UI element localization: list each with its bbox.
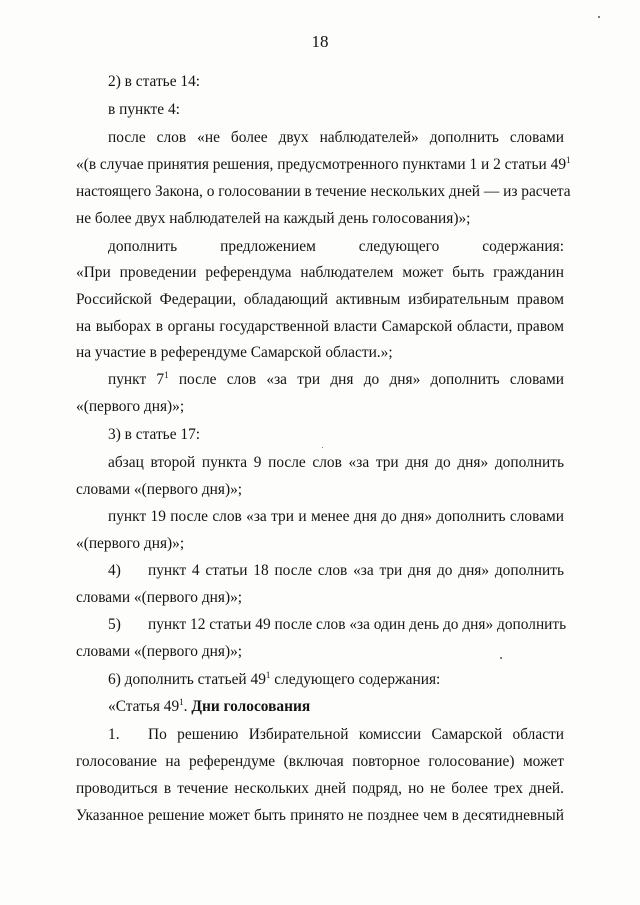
- text-line: 5) пункт 12 статьи 49 после слов «за один день до дня» дополнить: [108, 616, 567, 633]
- text-line: абзац второй пункта 9 после слов «за три дня до дня» дополнить: [108, 454, 564, 471]
- scan-speck: [598, 16, 600, 18]
- text-line: 2) в статье 14:: [108, 73, 201, 90]
- text-line: пункт $7^1$ после слов «за три дня до дня» дополнить словами: [108, 370, 564, 388]
- text-line: словами «(первого дня)»;: [76, 643, 243, 660]
- text-line: дополнить предложением следующего содержания:: [108, 238, 564, 255]
- text-line: на участие в референдуме Самарской области.»;: [76, 344, 393, 361]
- text-line: в пункте 4:: [108, 101, 180, 118]
- scan-speck: [322, 447, 323, 448]
- text-line: 4) пункт 4 статьи 18 после слов «за три дня до дня» дополнить: [108, 562, 564, 579]
- text-line: пункт 19 после слов «за три и менее дня до дня» дополнить словами: [108, 508, 564, 525]
- text-line: настоящего Закона, о голосовании в течение нескольких дней — из расчета: [76, 183, 571, 200]
- text-line: не более двух наблюдателей на каждый день голосования)»;: [76, 210, 471, 227]
- text-line: на выборах в органы государственной власти Самарской области, правом: [76, 318, 564, 335]
- text-line: 6) дополнить статьей $49^1$ следующего содержания:: [108, 670, 441, 688]
- text-line: словами «(первого дня)»;: [76, 481, 243, 498]
- text-line: «При проведении референдума наблюдателем может быть гражданин: [76, 264, 564, 281]
- scan-speck: [500, 657, 502, 659]
- text-line: проводиться в течение нескольких дней подряд, но не более трех дней.: [76, 780, 564, 797]
- text-line: «(первого дня)»;: [76, 535, 185, 552]
- article-heading: «Статья $49^1$. Дни голосования: [108, 697, 311, 715]
- text-line: 3) в статье 17:: [108, 426, 201, 443]
- text-line: Российской Федерации, обладающий активным избирательным правом: [76, 291, 564, 308]
- text-line: «(в случае принятия решения, предусмотренного пунктами 1 и 2 статьи $49^1$: [76, 155, 571, 173]
- text-line: голосование на референдуме (включая повторное голосование) может: [76, 753, 564, 770]
- text-line: после слов «не более двух наблюдателей» дополнить словами: [108, 129, 564, 146]
- page-number: 18: [311, 32, 329, 51]
- text-line: «(первого дня)»;: [76, 398, 185, 415]
- text-line: 1. По решению Избирательной комиссии Самарской области: [108, 726, 564, 743]
- text-line: Указанное решение может быть принято не позднее чем в десятидневный: [76, 807, 564, 824]
- text-line: словами «(первого дня)»;: [76, 589, 243, 606]
